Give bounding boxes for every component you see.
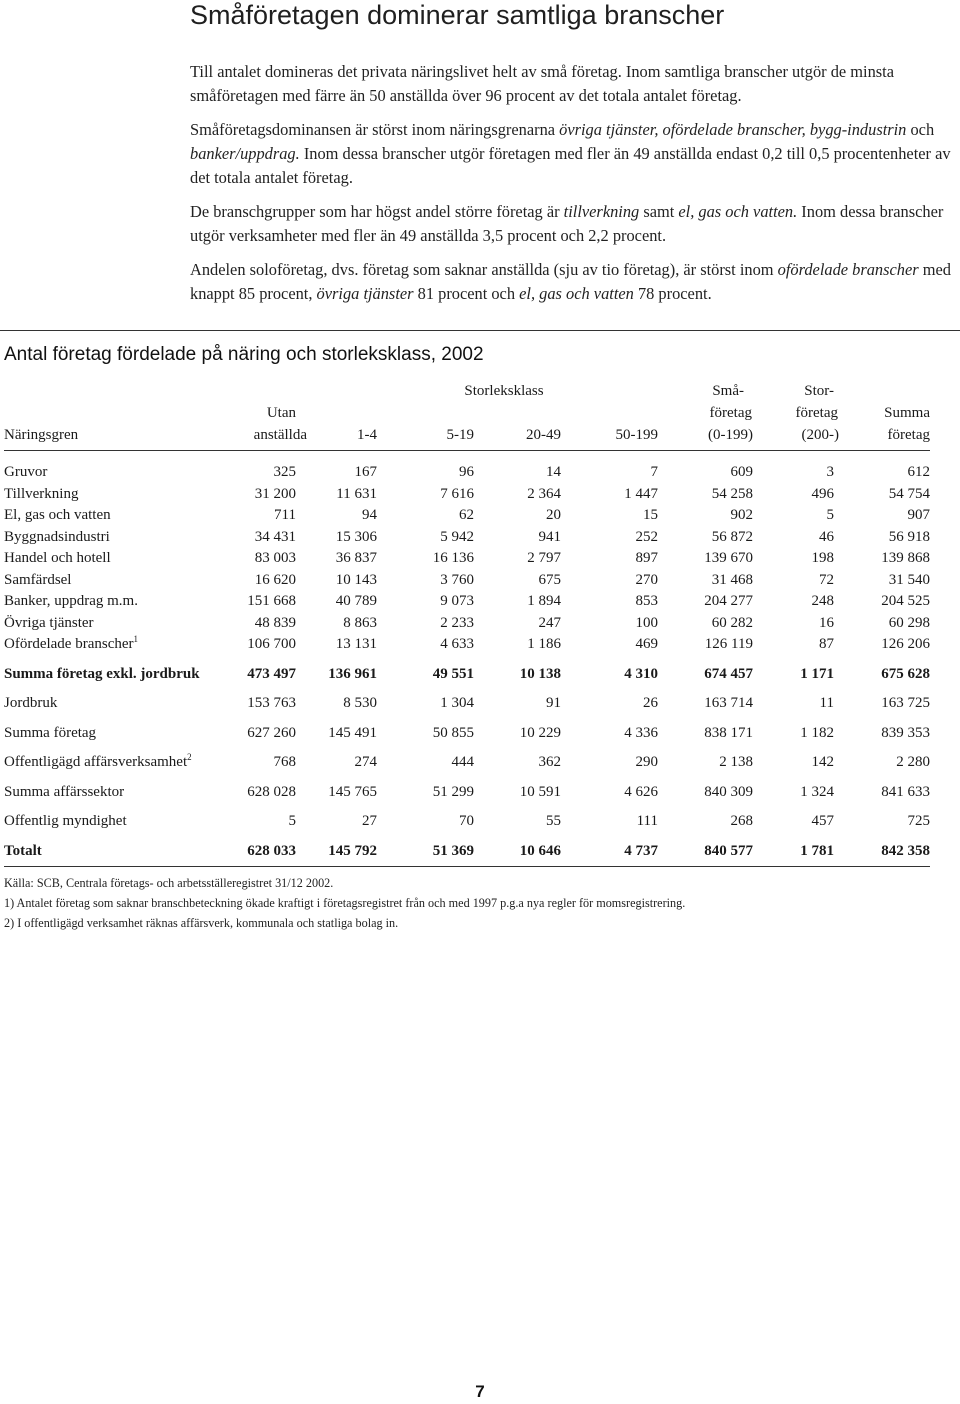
cell-5-19: 16 136 [432, 550, 474, 566]
cell-20-49: 55 [546, 813, 561, 829]
table-row [4, 591, 930, 613]
table-row [4, 484, 930, 506]
cell-smaforetag: 840 577 [704, 842, 753, 859]
cell-1-4: 136 961 [328, 665, 377, 682]
cell-1-4: 13 131 [335, 636, 377, 652]
cell-smaforetag: 268 [730, 813, 753, 829]
cell-50-199: 100 [635, 614, 658, 631]
cell-smaforetag: 609 [730, 464, 753, 480]
table-end-rule [4, 866, 930, 867]
cell-smaforetag: 838 171 [704, 724, 753, 741]
cell-storforetag: 3 [826, 464, 834, 480]
row-label-text: Byggnadsindustri [4, 528, 110, 545]
cell-summa: 841 633 [881, 783, 930, 800]
cell-1-4: 167 [354, 464, 377, 480]
table-row [4, 548, 930, 570]
header-sma-line3: (0-199) [708, 427, 753, 443]
table-body [4, 462, 930, 862]
data-table [4, 380, 930, 867]
row-label-text: Övriga tjänster [4, 614, 94, 631]
cell-utan-anstallda: 31 200 [254, 485, 296, 502]
cell-storforetag: 16 [819, 614, 834, 631]
row-label [4, 462, 47, 484]
cell-summa: 163 725 [881, 695, 930, 711]
cell-50-199: 7 [650, 464, 658, 480]
row-label-text: Totalt [4, 842, 42, 859]
emphasis-text: ofördelade branscher [777, 260, 919, 279]
row-label-text: Gruvor [4, 464, 48, 480]
cell-5-19: 50 855 [432, 724, 474, 741]
table-row [4, 462, 930, 484]
cell-5-19: 51 369 [432, 842, 474, 859]
cell-5-19: 2 233 [440, 614, 474, 631]
table-header-row-1 [4, 380, 930, 402]
page-title: Småföretagen dominerar samtliga branscher [190, 0, 725, 30]
cell-1-4: 40 789 [335, 593, 377, 609]
intro-text [190, 60, 960, 316]
row-label-text: Tillverkning [4, 485, 79, 502]
row-label-text: Offentligägd affärsverksamhet [4, 754, 188, 770]
header-1-4: 1-4 [357, 427, 377, 443]
cell-50-199: 4 626 [624, 783, 658, 800]
cell-50-199: 15 [643, 507, 658, 523]
cell-20-49: 10 229 [519, 724, 561, 741]
cell-1-4: 94 [362, 507, 377, 523]
cell-50-199: 853 [635, 593, 658, 609]
cell-1-4: 145 792 [328, 842, 377, 859]
cell-5-19: 5 942 [440, 528, 474, 545]
row-label [4, 570, 71, 592]
section-divider [0, 330, 960, 331]
row-label-text: Summa affärssektor [4, 783, 125, 800]
cell-smaforetag: 902 [730, 507, 753, 523]
cell-smaforetag: 56 872 [711, 528, 753, 545]
cell-smaforetag: 2 138 [719, 754, 753, 770]
footnote-marker: 1 [133, 634, 139, 644]
cell-50-199: 469 [635, 636, 658, 652]
header-utan-line2: anställda [253, 427, 307, 443]
cell-20-49: 91 [546, 695, 561, 711]
header-sma-line2: företag [709, 405, 752, 421]
cell-utan-anstallda: 628 033 [247, 842, 296, 859]
table-header-row-2 [4, 402, 930, 424]
cell-utan-anstallda: 34 431 [254, 528, 296, 545]
cell-utan-anstallda: 153 763 [247, 695, 296, 711]
header-stor-line3: (200-) [801, 427, 839, 443]
row-label [4, 505, 111, 527]
cell-20-49: 247 [538, 614, 561, 631]
cell-1-4: 145 765 [328, 783, 377, 800]
cell-summa: 31 540 [888, 571, 930, 588]
cell-storforetag: 198 [811, 550, 834, 566]
cell-5-19: 7 616 [440, 485, 474, 502]
body-text: 78 procent. [633, 284, 712, 303]
table-row [4, 693, 930, 715]
cell-1-4: 27 [362, 813, 377, 829]
cell-utan-anstallda: 711 [274, 507, 296, 523]
footnote-1: 1) Antalet företag som saknar branschbeteckning ökade kraftigt i företagsregistret från och med 1997 p.g.a nya regler för momsregistrering. [4, 896, 686, 910]
table-row [4, 613, 930, 635]
cell-5-19: 444 [451, 754, 474, 770]
cell-utan-anstallda: 151 668 [247, 593, 296, 609]
cell-20-49: 675 [538, 571, 561, 588]
row-label [4, 664, 200, 686]
cell-1-4: 15 306 [335, 528, 377, 545]
cell-utan-anstallda: 5 [288, 813, 296, 829]
table-row [4, 505, 930, 527]
emphasis-text: övriga tjänster [316, 284, 414, 303]
cell-smaforetag: 840 309 [704, 783, 753, 800]
cell-summa: 54 754 [888, 485, 930, 502]
header-stor-line1: Stor- [804, 383, 834, 399]
cell-summa: 725 [907, 813, 930, 829]
header-stor-line2: företag [795, 405, 838, 421]
cell-20-49: 10 591 [519, 783, 561, 800]
header-summa-line1: Summa [884, 405, 930, 421]
header-utan-line1: Utan [266, 405, 296, 421]
row-label [4, 613, 94, 635]
table-row [4, 723, 930, 745]
cell-5-19: 3 760 [440, 571, 474, 588]
cell-20-49: 10 138 [519, 665, 561, 682]
row-label-text: El, gas och vatten [4, 507, 111, 523]
cell-storforetag: 46 [819, 528, 834, 545]
page-number: 7 [475, 1382, 485, 1401]
footnote-2: 2) I offentligägd verksamhet räknas affärsverk, kommunala och statliga bolag in. [4, 916, 399, 930]
row-label-text: Summa företag exkl. jordbruk [4, 665, 200, 682]
cell-utan-anstallda: 83 003 [254, 550, 296, 566]
cell-20-49: 1 894 [527, 593, 561, 609]
row-label [4, 484, 78, 506]
body-text: och [906, 120, 935, 139]
cell-summa: 204 525 [881, 593, 930, 609]
row-label [4, 811, 127, 833]
row-label [4, 548, 111, 570]
header-summa-line2: företag [887, 427, 930, 443]
cell-50-199: 111 [636, 813, 658, 829]
cell-utan-anstallda: 473 497 [247, 665, 296, 682]
table-row [4, 634, 930, 656]
cell-storforetag: 11 [819, 695, 834, 711]
cell-storforetag: 72 [819, 571, 834, 588]
cell-summa: 842 358 [881, 842, 930, 859]
cell-storforetag: 1 324 [800, 783, 834, 800]
table-notes [4, 873, 904, 933]
header-5-19: 5-19 [446, 427, 474, 443]
cell-storforetag: 87 [819, 636, 834, 652]
cell-storforetag: 1 781 [800, 842, 834, 859]
header-naringsgren: Näringsgren [4, 427, 79, 443]
row-label [4, 527, 110, 549]
cell-smaforetag: 54 258 [711, 485, 753, 502]
emphasis-text: el, gas och vatten. [678, 202, 798, 221]
row-label-text: Jordbruk [4, 695, 58, 711]
cell-50-199: 252 [635, 528, 658, 545]
cell-1-4: 145 491 [328, 724, 377, 741]
cell-5-19: 49 551 [432, 665, 474, 682]
cell-storforetag: 142 [811, 754, 834, 770]
table-row [4, 811, 930, 833]
intro-paragraph-1: Till antalet domineras det privata näringslivet helt av små företag. Inom samtliga branscher utgör de minsta småföretagen med färre än 50 anställda över 96 procent av det totala antalet företag. [190, 62, 895, 105]
cell-utan-anstallda: 627 260 [247, 724, 296, 741]
cell-50-199: 290 [635, 754, 658, 770]
row-label [4, 591, 138, 613]
footnote-marker: 2 [187, 752, 192, 762]
cell-smaforetag: 674 457 [704, 665, 753, 682]
cell-smaforetag: 126 119 [704, 636, 753, 652]
body-text: 81 procent och [413, 284, 520, 303]
cell-summa: 2 280 [896, 754, 930, 770]
header-rule [4, 450, 930, 451]
cell-summa: 60 298 [888, 614, 930, 631]
table-row [4, 841, 930, 863]
row-label [4, 693, 57, 715]
cell-utan-anstallda: 16 620 [254, 571, 296, 588]
cell-1-4: 8 863 [343, 614, 377, 631]
emphasis-text: banker/uppdrag. [190, 144, 300, 163]
cell-smaforetag: 139 670 [704, 550, 753, 566]
body-text: Andelen soloföretag, dvs. företag som saknar anställda (sju av tio företag), är störst inom [190, 260, 778, 279]
cell-50-199: 26 [643, 695, 658, 711]
header-group-storleksklass: Storleksklass [464, 383, 544, 399]
cell-20-49: 2 797 [527, 550, 561, 566]
cell-20-49: 14 [546, 464, 561, 480]
body-text: Inom dessa branscher utgör företagen med fler än 49 anställda endast 0,2 till 0,5 procentenheter av det totala antalet företag. [190, 144, 951, 187]
table-header-row-3 [4, 424, 930, 446]
row-label-text: Offentlig myndighet [4, 813, 127, 829]
cell-utan-anstallda: 768 [273, 754, 296, 770]
cell-5-19: 1 304 [440, 695, 474, 711]
intro-paragraph-3 [190, 200, 960, 248]
cell-utan-anstallda: 628 028 [247, 783, 296, 800]
cell-20-49: 10 646 [519, 842, 561, 859]
table-row [4, 752, 930, 774]
cell-storforetag: 1 182 [800, 724, 834, 741]
intro-paragraph-4 [190, 258, 960, 306]
header-20-49: 20-49 [526, 427, 561, 443]
emphasis-text: el, gas och vatten [519, 284, 634, 303]
cell-utan-anstallda: 48 839 [254, 614, 296, 631]
cell-1-4: 274 [354, 754, 377, 770]
row-label [4, 841, 42, 863]
cell-storforetag: 248 [811, 593, 834, 609]
cell-1-4: 36 837 [335, 550, 377, 566]
cell-1-4: 10 143 [335, 571, 377, 588]
cell-5-19: 96 [459, 464, 474, 480]
cell-1-4: 8 530 [343, 695, 377, 711]
cell-20-49: 2 364 [527, 485, 561, 502]
intro-paragraph-2 [190, 118, 960, 190]
cell-summa: 56 918 [888, 528, 930, 545]
body-text: Småföretagsdominansen är störst inom näringsgrenarna [190, 120, 560, 139]
cell-summa: 139 868 [881, 550, 930, 566]
cell-summa: 612 [907, 464, 930, 480]
row-label-text: Summa företag [4, 724, 97, 741]
row-label [4, 723, 96, 745]
body-text: med knappt 85 procent, [190, 260, 951, 303]
cell-smaforetag: 31 468 [711, 571, 753, 588]
row-label-text: Handel och hotell [4, 550, 111, 566]
cell-50-199: 4 310 [624, 665, 658, 682]
cell-storforetag: 5 [826, 507, 834, 523]
row-label [4, 782, 124, 804]
cell-5-19: 51 299 [432, 783, 474, 800]
header-sma-line1: Små- [712, 383, 744, 399]
cell-storforetag: 496 [811, 485, 834, 502]
cell-20-49: 362 [538, 754, 561, 770]
row-label-text: Ofördelade branscher [4, 636, 134, 652]
cell-smaforetag: 204 277 [704, 593, 753, 609]
cell-50-199: 1 447 [624, 485, 658, 502]
table-row [4, 782, 930, 804]
cell-50-199: 897 [635, 550, 658, 566]
cell-summa: 907 [907, 507, 930, 523]
cell-20-49: 1 186 [527, 636, 561, 652]
body-text: samt [639, 202, 679, 221]
body-text: De branschgrupper som har högst andel större företag är [190, 202, 564, 221]
table-row [4, 664, 930, 686]
cell-5-19: 9 073 [440, 593, 474, 609]
cell-smaforetag: 163 714 [704, 695, 753, 711]
cell-storforetag: 1 171 [800, 665, 834, 682]
row-label-text: Banker, uppdrag m.m. [4, 593, 138, 609]
cell-summa: 675 628 [881, 665, 930, 682]
cell-5-19: 4 633 [440, 636, 474, 652]
cell-50-199: 270 [635, 571, 658, 588]
emphasis-text: tillverkning [563, 202, 640, 221]
cell-50-199: 4 336 [624, 724, 658, 741]
cell-50-199: 4 737 [624, 842, 658, 859]
table-row [4, 527, 930, 549]
table-row [4, 570, 930, 592]
cell-5-19: 62 [459, 507, 474, 523]
cell-utan-anstallda: 106 700 [247, 636, 296, 652]
cell-1-4: 11 631 [336, 485, 377, 502]
cell-storforetag: 457 [811, 813, 834, 829]
cell-summa: 839 353 [881, 724, 930, 741]
cell-5-19: 70 [459, 813, 474, 829]
emphasis-text: övriga tjänster, ofördelade branscher, bygg-industrin [559, 120, 907, 139]
row-label-text: Samfärdsel [4, 571, 72, 588]
cell-utan-anstallda: 325 [273, 464, 296, 480]
row-label [4, 634, 138, 656]
cell-smaforetag: 60 282 [711, 614, 753, 631]
cell-summa: 126 206 [881, 636, 930, 652]
body-text: Inom dessa branscher utgör verksamheter med fler än 49 anställda 3,5 procent och 2,2 procent. [190, 202, 944, 245]
cell-20-49: 941 [538, 528, 561, 545]
source-note: Källa: SCB, Centrala företags- och arbetsställeregistret 31/12 2002. [4, 876, 334, 890]
row-label [4, 752, 192, 774]
cell-20-49: 20 [546, 507, 561, 523]
table-title: Antal företag fördelade på näring och storleksklass, 2002 [4, 344, 484, 365]
header-50-199: 50-199 [615, 427, 658, 443]
